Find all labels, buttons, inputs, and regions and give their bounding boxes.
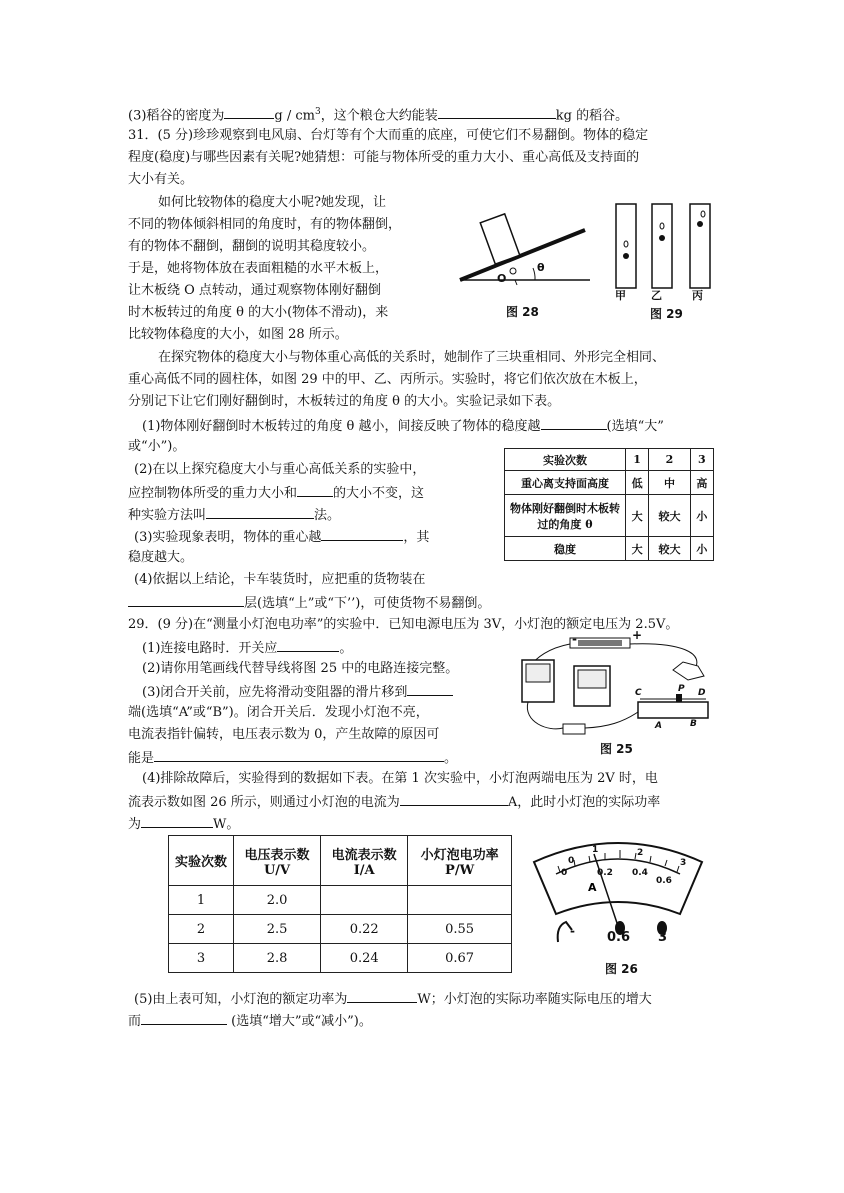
theta-label: θ	[537, 261, 545, 274]
text: 层(选填“上”或“下’’)，可使货物不易翻倒。	[244, 596, 491, 611]
text: 的大小不变，这	[333, 486, 425, 501]
table-cell: 实验次数	[505, 449, 626, 471]
table-cell: 2.8	[234, 944, 321, 973]
table-cell: 小灯泡电功率 P/W	[408, 836, 512, 886]
table-header-row	[169, 836, 512, 886]
table-cell: 小	[690, 537, 713, 561]
answer-blank[interactable]	[141, 1011, 227, 1025]
answer-blank[interactable]	[128, 593, 244, 607]
table-cell: 1	[169, 886, 234, 915]
text: A，此时小灯泡的实际功率	[507, 795, 661, 810]
text: 应控制物体所受的重力大小和	[128, 486, 298, 501]
scale-tick-label: 0	[561, 868, 568, 878]
text: 。	[444, 751, 458, 766]
scale-tick-label: 3	[680, 858, 687, 868]
answer-blank[interactable]	[141, 814, 213, 828]
scale-tick-label: 0.4	[632, 868, 648, 878]
table-cell	[408, 886, 512, 915]
terminal-3: 3	[658, 930, 668, 945]
q29-intro: 29．(9 分)在“测量小灯泡电功率”的实验中．已知电源电压为 3V，小灯泡的额定电压为 2.5V。	[128, 617, 679, 632]
para-line: 如何比较物体的稳度大小呢?她发现，让	[158, 195, 386, 210]
q29-sub3-cont: 电流表指针偏转，电压表示数为 0，产生故障的原因可	[128, 727, 440, 742]
table-cell: 中	[649, 471, 691, 495]
q31-sub1	[142, 416, 664, 436]
q29-sub3-cont	[128, 748, 457, 768]
para-line: 于是，她将物体放在表面粗糙的水平木板上，	[128, 261, 389, 276]
q31-sub2-cont	[128, 483, 424, 503]
scale-tick-label: 2	[637, 848, 644, 858]
figure-26-caption: 图 26	[605, 962, 638, 976]
q31-sub1-cont: 或“小”)。	[128, 439, 186, 454]
table-cell: 大	[626, 495, 649, 537]
q29-sub1	[142, 638, 352, 658]
table-row	[169, 944, 512, 973]
table-cell: 较大	[649, 537, 691, 561]
para-line: 比较物体稳度的大小，如图 28 所示。	[128, 327, 348, 342]
text: 能是	[128, 751, 155, 766]
q29-sub5	[134, 989, 652, 1009]
text: g / cm	[274, 108, 315, 124]
text: (3)闭合开关前，应先将滑动变阻器的滑片移到	[142, 685, 408, 700]
figure-25-circuit	[508, 632, 718, 742]
answer-blank[interactable]	[400, 792, 508, 806]
table-cell: 1	[626, 449, 649, 471]
figure-28-caption: 图 28	[506, 305, 539, 319]
table-row	[505, 495, 714, 537]
answer-blank[interactable]	[297, 483, 333, 497]
table-cell: 重心离支持面高度	[505, 471, 626, 495]
text: (选填“增大”或“减小”)。	[231, 1014, 372, 1029]
scale-tick-label: 1	[592, 845, 599, 855]
table-row	[505, 471, 714, 495]
scale-tick-label: 0.6	[656, 876, 672, 886]
text: 种实验方法叫	[128, 508, 207, 523]
text: 流表示数如图 26 所示，则通过小灯泡的电流为	[128, 795, 400, 810]
text: 而	[128, 1014, 142, 1029]
bing-label: 丙	[692, 289, 703, 302]
jia-label: 甲	[615, 289, 626, 302]
scale-tick-label: 0.2	[597, 868, 613, 878]
text: 为	[128, 817, 142, 832]
table-row	[169, 915, 512, 944]
minus-label: -	[572, 632, 577, 646]
answer-blank[interactable]	[321, 527, 403, 541]
para-line: 时木板转过的角度 θ 的大小(物体不滑动)，来	[128, 305, 389, 320]
text: (选填“大”	[606, 419, 664, 434]
table-cell: 0.55	[408, 915, 512, 944]
text: (1)连接电路时．开关应	[142, 641, 278, 656]
table-cell: 2	[649, 449, 691, 471]
figure-29-caption: 图 29	[650, 307, 683, 321]
answer-blank[interactable]	[277, 638, 339, 652]
q31-sub2-cont	[128, 505, 340, 525]
para-line: 重心高低不同的圆柱体，如图 29 中的甲、乙、丙所示。实验时，将它们依次放在木板上，	[128, 372, 647, 387]
terminal-06: 0.6	[607, 930, 631, 945]
q29-sub4-cont	[128, 814, 239, 834]
text: 。	[339, 641, 353, 656]
q3-density-line	[128, 103, 628, 125]
figure-28-diagram	[455, 205, 595, 305]
table-cell: 电流表示数 I/A	[321, 836, 408, 886]
q29-sub5-cont	[128, 1011, 372, 1031]
table-cell: 大	[626, 537, 649, 561]
text: (3)实验现象表明，物体的重心越	[134, 530, 322, 545]
table-cell: 小	[690, 495, 713, 537]
d-label: D	[698, 688, 706, 698]
q31-sub3	[134, 527, 429, 547]
para-line: 不同的物体倾斜相同的角度时，有的物体翻倒，	[128, 217, 402, 232]
q29-sub3	[142, 682, 453, 702]
text: kg 的稻谷。	[555, 108, 629, 124]
scale-tick-label: 0	[568, 856, 575, 866]
q31-sub4: (4)依据以上结论，卡车装货时，应把重的货物装在	[134, 572, 426, 587]
text: ，这个粮仓大约能装	[320, 108, 438, 124]
q31-intro-3: 大小有关。	[128, 172, 194, 187]
answer-blank[interactable]	[224, 105, 274, 119]
table-cell: 2.5	[234, 915, 321, 944]
table-cell: 稳度	[505, 537, 626, 561]
answer-blank[interactable]	[541, 416, 607, 430]
q31-intro-1: 31．(5 分)珍珍观察到电风扇、台灯等有个大而重的底座，可使它们不易翻倒。物体的稳定	[128, 128, 649, 143]
table-cell: 0.67	[408, 944, 512, 973]
table-cell: 2.0	[234, 886, 321, 915]
unit-a-label: A	[588, 881, 597, 894]
q29-sub4-cont	[128, 792, 660, 812]
text: W。	[213, 817, 240, 832]
table-row	[169, 886, 512, 915]
table-cell: 物体刚好翻倒时木板转过的角度 θ	[505, 495, 626, 537]
text: ，其	[403, 530, 430, 545]
figure-25-caption: 图 25	[600, 742, 633, 756]
text: (1)物体刚好翻倒时木板转过的角度 θ 越小，间接反映了物体的稳度越	[142, 419, 541, 434]
para-line: 让木板绕 O 点转动，通过观察物体刚好翻倒	[128, 283, 381, 298]
para-line: 有的物体不翻倒，翻倒的说明其稳度较小。	[128, 239, 376, 254]
text: W；小灯泡的实际功率随实际电压的增大	[417, 992, 652, 1007]
answer-blank[interactable]	[206, 505, 314, 519]
answer-blank[interactable]	[154, 748, 444, 762]
table-row	[505, 537, 714, 561]
a-label: A	[655, 721, 662, 731]
table-cell	[321, 886, 408, 915]
stability-table	[504, 448, 714, 561]
para-line: 在探究物体的稳度大小与物体重心高低的关系时，她制作了三块重相同、外形完全相同、	[158, 350, 666, 365]
answer-blank[interactable]	[347, 989, 417, 1003]
table-header-row	[505, 449, 714, 471]
figure-29-diagram	[610, 200, 725, 295]
table-cell: 0.24	[321, 944, 408, 973]
q31-sub3-cont: 稳度越大。	[128, 550, 194, 565]
text: (3)稻谷的密度为	[128, 108, 225, 124]
q29-sub3-cont: 端(选填“A”或“B”)。闭合开关后．发现小灯泡不亮，	[128, 705, 429, 720]
plus-label: +	[632, 628, 643, 642]
q31-intro-2: 程度(稳度)与哪些因素有关呢?她猜想：可能与物体所受的重力大小、重心高低及支持面的	[128, 150, 640, 165]
q29-sub4: (4)排除故障后，实验得到的数据如下表。在第 1 次实验中，小灯泡两端电压为 2V 时，电	[142, 771, 658, 786]
answer-blank[interactable]	[438, 105, 556, 119]
table-cell: 电压表示数 U/V	[234, 836, 321, 886]
para-line: 分别记下让它们刚好翻倒时，木板转过的角度 θ 的大小。实验记录如下表。	[128, 394, 561, 409]
yi-label: 乙	[651, 289, 662, 302]
table-cell: 0.22	[321, 915, 408, 944]
p-label: P	[678, 684, 685, 694]
q31-sub4-cont	[128, 593, 490, 613]
o-label: O	[497, 272, 507, 285]
q31-sub2: (2)在以上探究稳度大小与重心高低关系的实验中，	[134, 462, 426, 477]
power-table	[168, 835, 512, 973]
c-label: C	[635, 688, 642, 698]
b-label: B	[690, 719, 697, 729]
table-cell: 3	[169, 944, 234, 973]
superscript: 3	[315, 107, 321, 117]
table-cell: 较大	[649, 495, 691, 537]
answer-blank[interactable]	[407, 682, 453, 696]
table-cell: 3	[690, 449, 713, 471]
terminal-minus: -	[570, 924, 575, 938]
table-cell: 高	[690, 471, 713, 495]
table-cell: 实验次数	[169, 836, 234, 886]
table-cell: 2	[169, 915, 234, 944]
text: (5)由上表可知，小灯泡的额定功率为	[134, 992, 348, 1007]
q29-sub2: (2)请你用笔画线代替导线将图 25 中的电路连接完整。	[142, 661, 459, 676]
table-cell: 低	[626, 471, 649, 495]
text: 法。	[314, 508, 341, 523]
